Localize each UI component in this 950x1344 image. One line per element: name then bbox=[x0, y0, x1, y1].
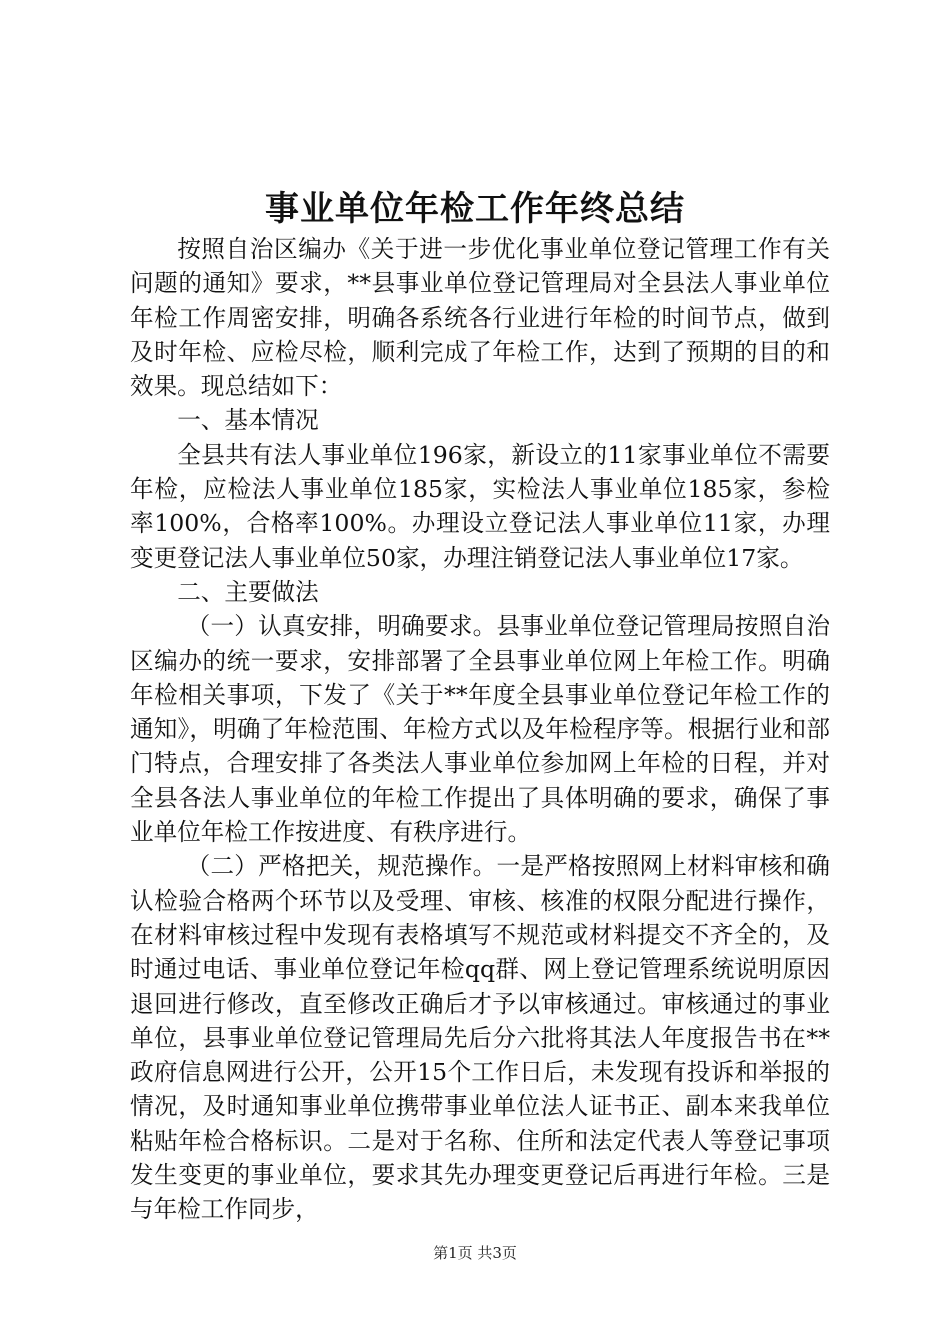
intro-paragraph: 按照自治区编办《关于进一步优化事业单位登记管理工作有关问题的通知》要求，**县事业单位登记管理局对全县法人事业单位年检工作周密安排，明确各系统各行业进行年检的时间节点，做到及时年检、应检尽检，顺利完成了年检工作，达到了预期的目的和效果。现总结如下： bbox=[130, 235, 830, 401]
section-heading-main-practices: 二、主要做法 bbox=[177, 577, 319, 606]
practice-paragraph-1: （一）认真安排，明确要求。县事业单位登记管理局按照自治区编办的统一要求，安排部署了全县事业单位网上年检工作。明确年检相关事项，下发了《关于**年度全县事业单位登记年检工作的通知》，明确了年检范围、年检方式以及年检程序等。根据行业和部门特点，合理安排了各类法人事业单位参加网上年检的日程，并对全县各法人事业单位的年检工作提出了具体明确的要求，确保了事业单位年检工作按进度、有秩序进行。 bbox=[130, 612, 830, 847]
document-body bbox=[130, 232, 830, 1227]
practice-paragraph-2: （二）严格把关，规范操作。一是严格按照网上材料审核和确认检验合格两个环节以及受理、审核、核准的权限分配进行操作，在材料审核过程中发现有表格填写不规范或材料提交不齐全的，及时通过电话、事业单位登记年检qq群、网上登记管理系统说明原因退回进行修改，直至修改正确后才予以审核通过。审核通过的事业单位，县事业单位登记管理局先后分六批将其法人年度报告书在**政府信息网进行公开，公开15个工作日后，未发现有投诉和举报的情况，及时通知事业单位携带事业单位法人证书正、副本来我单位粘贴年检合格标识。二是对于名称、住所和法定代表人等登记事项发生变更的事业单位，要求其先办理变更登记后再进行年检。三是与年检工作同步， bbox=[130, 852, 830, 1224]
page-footer: 第1页 共3页 bbox=[433, 1244, 517, 1262]
document-title: 事业单位年检工作年终总结 bbox=[265, 189, 685, 229]
section-heading-basic-situation: 一、基本情况 bbox=[177, 406, 319, 435]
basic-situation-paragraph: 全县共有法人事业单位196家，新设立的11家事业单位不需要年检，应检法人事业单位185家，实检法人事业单位185家，参检率100%，合格率100%。办理设立登记法人事业单位11家，办理变更登记法人事业单位50家，办理注销登记法人事业单位17家。 bbox=[130, 440, 830, 572]
